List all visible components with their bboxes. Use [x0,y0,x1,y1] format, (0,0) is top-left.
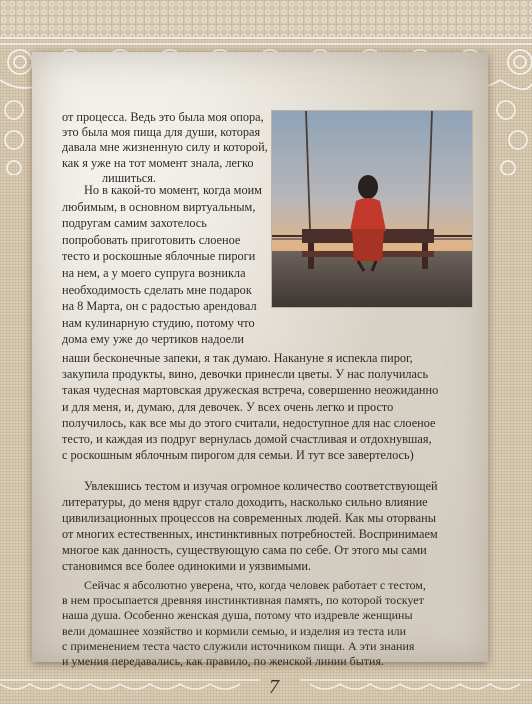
text-line: на 8 Марта, он с радостью арендовал [62,299,257,314]
text-line: лишиться. [102,170,156,185]
text-line: такая чудесная мартовская дружеская встреча, совершенно неожиданно [62,383,439,398]
text-line: любимым, в основном виртуальным, [62,199,256,214]
text-line: от многих естественных, инстинктивных потребностей. Воспринимаем [62,527,438,541]
paragraph-2-narrow [62,182,262,348]
text-line: от процесса. Ведь это была моя опора, [62,110,264,124]
text-line: и умения передавались, как правило, по женской линии бытия. [62,654,384,669]
text-line: цивилизационных процессов на современных людей. Как мы оторваны [62,511,436,525]
text-line: тесто, и каждая из подруг вернулась домой счастливая и отдохнувшая, [62,432,432,447]
text-line: нам кулинарную студию, потому что [62,315,255,330]
text-line: в нем просыпается древняя инстинктивная память, по которой тоскует [62,593,424,608]
text-line: становимся все более одинокими и уязвимыми. [62,559,311,573]
paragraph-2-wide [62,350,438,463]
page-number: 7 [269,676,279,698]
text-line: литературы, до меня вдруг стало доходить, насколько сильно влияние [62,495,428,509]
text-line: с роскошным яблочным пирогом для семьи. И тут все завертелось) [62,448,414,463]
text-line: необходимость сделать мне подарок [62,282,252,297]
swing-sunset-photo [271,110,473,308]
text-line: и для меня, и, думаю, для девочек. У всех очень легко и просто [62,399,394,414]
text-line: как я уже на тот момент знала, легко [62,155,254,170]
text-line: попробовать приготовить слоеное [62,232,241,247]
text-line: многое как данность, существующую сама по себе. От этого мы сами [62,543,427,557]
text-line: Но в какой-то момент, когда моим [84,183,262,197]
text-line: наша душа. Особенно женская душа, потому что издревле женщины [62,608,413,623]
paragraph-1 [62,110,268,186]
text-line: получилось, как все мы до этого считали, недоступное для нас слоеное [62,415,436,430]
text-line: вели домашнее хозяйство и кормили семью, и изделия из теста или [62,623,407,638]
text-line: дома ему уже до чертиков надоели [62,332,244,347]
text-line: наши бесконечные запеки, я так думаю. Накануне я испекла пирог, [62,351,413,365]
paragraph-3 [62,478,438,574]
text-line: подругам самим захотелось [62,216,207,231]
text-line: это была моя пища для души, которая [62,125,261,140]
text-line: давала мне жизненную силу и которой, [62,140,268,155]
paragraph-4 [62,578,426,669]
text-line: закупила продукты, вино, девочки принесли цветы. У нас получилась [62,367,429,382]
text-line: тесто и роскошные яблочные пироги [62,249,256,264]
text-line: Сейчас я абсолютно уверена, что, когда человек работает с тестом, [84,578,426,592]
text-line: с применением теста часто служили источником пищи. А эти знания [62,638,415,653]
text-line: на нем, а у моего супруга возникла [62,265,246,280]
text-line: Увлекшись тестом и изучая огромное количество соответствующей [84,479,438,493]
